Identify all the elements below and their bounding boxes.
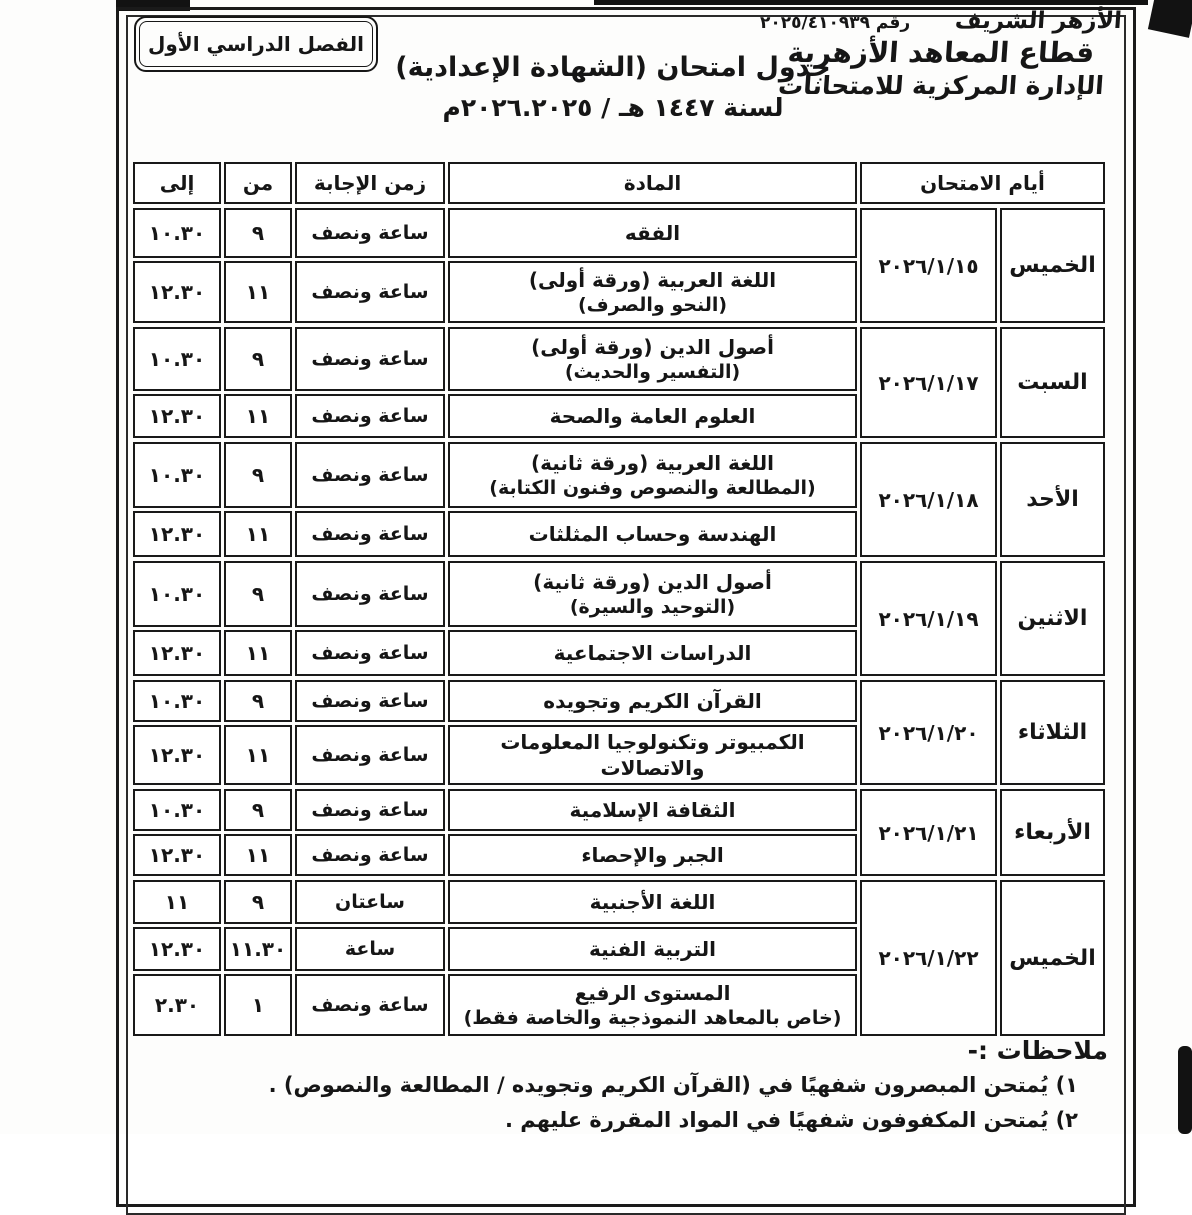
to-cell: ١٢.٣٠ xyxy=(133,834,221,876)
date-cell: ٢٠٢٦/١/١٩ xyxy=(860,561,997,676)
subject-name: القرآن الكريم وتجويده xyxy=(543,689,762,713)
subject-cell xyxy=(448,927,857,971)
subject-cell xyxy=(448,725,857,785)
subject-detail: (التفسير والحديث) xyxy=(564,360,741,383)
day-block xyxy=(133,561,1105,676)
subject-cell xyxy=(448,442,857,508)
reference-number: رقم ٢٠٢٥/٤١٠٩٣٩ xyxy=(760,13,911,33)
subject-detail: (التوحيد والسيرة) xyxy=(569,595,736,618)
duration-cell: ساعة ونصف xyxy=(295,442,445,508)
to-cell: ١٠.٣٠ xyxy=(133,327,221,391)
subject-name: اللغة العربية (ورقة ثانية) xyxy=(531,450,775,475)
letterhead-org-name: الأزهر الشريف xyxy=(954,8,1123,34)
date-cell: ٢٠٢٦/١/١٧ xyxy=(860,327,997,438)
semester-badge xyxy=(134,16,378,72)
exam-table-body xyxy=(133,208,1105,1036)
subject-name: الثقافة الإسلامية xyxy=(569,798,736,822)
from-cell: ١١ xyxy=(224,725,292,785)
duration-cell: ساعة ونصف xyxy=(295,394,445,438)
subject-cell xyxy=(448,630,857,676)
from-cell: ٩ xyxy=(224,680,292,722)
subject-name: الكمبيوتر وتكنولوجيا المعلومات والاتصالات xyxy=(500,730,805,780)
from-cell: ١١ xyxy=(224,261,292,323)
subject-name: المستوى الرفيع xyxy=(574,980,731,1005)
header-subject: المادة xyxy=(448,162,857,204)
day-block xyxy=(133,208,1105,323)
note-item: ٢) يُمتحن المكفوفون شفهيًا في المواد المقررة عليهم . xyxy=(505,1108,1078,1133)
to-cell: ١٠.٣٠ xyxy=(133,789,221,831)
header-exam-days: أيام الامتحان xyxy=(860,162,1105,204)
to-cell: ١٢.٣٠ xyxy=(133,394,221,438)
from-cell: ٩ xyxy=(224,327,292,391)
subject-cell xyxy=(448,974,857,1036)
notes-heading: ملاحظات :- xyxy=(967,1036,1108,1065)
subject-detail: (النحو والصرف) xyxy=(577,293,728,316)
subject-cell xyxy=(448,327,857,391)
to-cell: ١٢.٣٠ xyxy=(133,261,221,323)
duration-cell: ساعة ونصف xyxy=(295,511,445,557)
duration-cell: ساعة ونصف xyxy=(295,630,445,676)
subject-cell xyxy=(448,261,857,323)
subject-name: الهندسة وحساب المثلثات xyxy=(528,522,777,546)
table-header-row xyxy=(133,162,1105,204)
subject-cell xyxy=(448,880,857,924)
day-cell: الأربعاء xyxy=(1000,789,1105,876)
to-cell: ١٢.٣٠ xyxy=(133,630,221,676)
duration-cell: ساعة ونصف xyxy=(295,208,445,258)
to-cell: ١٢.٣٠ xyxy=(133,927,221,971)
document-title xyxy=(388,52,838,122)
day-block xyxy=(133,880,1105,1036)
subject-name: الدراسات الاجتماعية xyxy=(553,641,752,665)
from-cell: ١١ xyxy=(224,511,292,557)
day-cell: الخميس xyxy=(1000,880,1105,1036)
from-cell: ٩ xyxy=(224,561,292,627)
from-cell: ٩ xyxy=(224,208,292,258)
title-line-1: جدول امتحان (الشهادة الإعدادية) xyxy=(395,52,831,83)
subject-cell xyxy=(448,394,857,438)
subject-detail: (المطالعة والنصوص وفنون الكتابة) xyxy=(489,476,816,499)
day-cell: الثلاثاء xyxy=(1000,680,1105,785)
scan-artifact-top-right xyxy=(1148,0,1192,38)
duration-cell: ساعة xyxy=(295,927,445,971)
notes-section xyxy=(140,1036,1108,1136)
date-cell: ٢٠٢٦/١/٢١ xyxy=(860,789,997,876)
day-block xyxy=(133,327,1105,438)
to-cell: ١٠.٣٠ xyxy=(133,442,221,508)
subject-cell xyxy=(448,561,857,627)
duration-cell: ساعة ونصف xyxy=(295,680,445,722)
to-cell: ١٢.٣٠ xyxy=(133,725,221,785)
subject-name: العلوم العامة والصحة xyxy=(549,404,756,428)
from-cell: ١١ xyxy=(224,394,292,438)
scan-artifact-top-edge xyxy=(594,0,1148,5)
subject-name: اللغة الأجنبية xyxy=(589,890,716,914)
from-cell: ١١ xyxy=(224,834,292,876)
subject-name: أصول الدين (ورقة أولى) xyxy=(531,334,774,359)
date-cell: ٢٠٢٦/١/٢٢ xyxy=(860,880,997,1036)
duration-cell: ساعة ونصف xyxy=(295,834,445,876)
duration-cell: ساعة ونصف xyxy=(295,789,445,831)
subject-cell xyxy=(448,789,857,831)
from-cell: ٩ xyxy=(224,880,292,924)
header-duration: زمن الإجابة xyxy=(295,162,445,204)
from-cell: ١ xyxy=(224,974,292,1036)
subject-cell xyxy=(448,680,857,722)
subject-name: أصول الدين (ورقة ثانية) xyxy=(533,569,772,594)
subject-cell xyxy=(448,208,857,258)
subject-cell xyxy=(448,511,857,557)
to-cell: ١٠.٣٠ xyxy=(133,208,221,258)
to-cell: ١٢.٣٠ xyxy=(133,511,221,557)
day-block xyxy=(133,442,1105,557)
from-cell: ١١ xyxy=(224,630,292,676)
exam-schedule-table xyxy=(133,162,1105,1036)
header-to: إلى xyxy=(133,162,221,204)
semester-badge-label: الفصل الدراسي الأول xyxy=(139,21,373,67)
duration-cell: ساعة ونصف xyxy=(295,327,445,391)
date-cell: ٢٠٢٦/١/١٥ xyxy=(860,208,997,323)
duration-cell: ساعتان xyxy=(295,880,445,924)
day-block xyxy=(133,789,1105,876)
date-cell: ٢٠٢٦/١/٢٠ xyxy=(860,680,997,785)
from-cell: ١١.٣٠ xyxy=(224,927,292,971)
to-cell: ١٠.٣٠ xyxy=(133,561,221,627)
day-cell: الخميس xyxy=(1000,208,1105,323)
letterhead-sector: قطاع المعاهد الأزهرية xyxy=(786,36,1096,69)
header-from: من xyxy=(224,162,292,204)
date-cell: ٢٠٢٦/١/١٨ xyxy=(860,442,997,557)
subject-cell xyxy=(448,834,857,876)
day-cell: الأحد xyxy=(1000,442,1105,557)
day-block xyxy=(133,680,1105,785)
subject-detail: (خاص بالمعاهد النموذجية والخاصة فقط) xyxy=(463,1006,842,1029)
from-cell: ٩ xyxy=(224,789,292,831)
subject-name: الفقه xyxy=(624,221,681,245)
subject-name: التربية الفنية xyxy=(589,937,716,961)
from-cell: ٩ xyxy=(224,442,292,508)
duration-cell: ساعة ونصف xyxy=(295,725,445,785)
to-cell: ٢.٣٠ xyxy=(133,974,221,1036)
scan-artifact-bottom-right xyxy=(1178,1046,1192,1134)
letterhead-administration: الإدارة المركزية للامتحانات xyxy=(777,71,1105,100)
subject-name: الجبر والإحصاء xyxy=(581,843,724,867)
duration-cell: ساعة ونصف xyxy=(295,561,445,627)
to-cell: ١٠.٣٠ xyxy=(133,680,221,722)
day-cell: السبت xyxy=(1000,327,1105,438)
to-cell: ١١ xyxy=(133,880,221,924)
note-item: ١) يُمتحن المبصرون شفهيًا في (القرآن الكريم وتجويده / المطالعة والنصوص) . xyxy=(268,1073,1078,1097)
day-cell: الاثنين xyxy=(1000,561,1105,676)
title-line-2: لسنة ١٤٤٧ هـ / ٢٠٢٦.٢٠٢٥م xyxy=(442,93,784,122)
duration-cell: ساعة ونصف xyxy=(295,261,445,323)
duration-cell: ساعة ونصف xyxy=(295,974,445,1036)
subject-name: اللغة العربية (ورقة أولى) xyxy=(528,267,777,292)
